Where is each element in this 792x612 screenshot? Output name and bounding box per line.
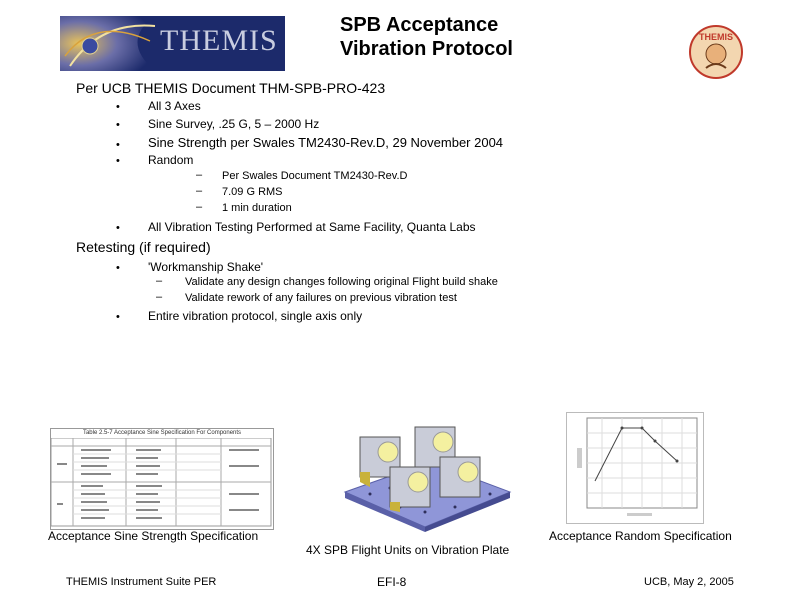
- themis-mascot-logo: [688, 24, 744, 80]
- bullet-random: Random: [148, 153, 194, 167]
- random-sub-duration: 1 min duration: [222, 202, 292, 214]
- dash-marker: –: [156, 275, 163, 287]
- title-line-2: Vibration Protocol: [340, 38, 513, 60]
- dash-marker: –: [196, 185, 203, 197]
- bullet-dot: •: [116, 262, 120, 274]
- logo-wordmark: THEMIS: [160, 24, 278, 57]
- table-title: Table 2.5-7 Acceptance Sine Specification For Components: [82, 430, 242, 436]
- dash-marker: –: [196, 169, 203, 181]
- intro-line: Per UCB THEMIS Document THM-SPB-PRO-423: [76, 80, 386, 96]
- left-figure-caption: Acceptance Sine Strength Specification: [48, 529, 259, 543]
- bullet-dot: •: [116, 119, 120, 131]
- footer-page-number: EFI-8: [377, 575, 407, 589]
- bullet-dot: •: [116, 311, 120, 323]
- bullet-single-axis: Entire vibration protocol, single axis only: [148, 309, 363, 323]
- retesting-heading: Retesting (if required): [76, 239, 211, 255]
- dash-marker: –: [196, 201, 203, 213]
- bullet-sine-survey: Sine Survey, .25 G, 5 – 2000 Hz: [148, 117, 320, 131]
- footer-date: UCB, May 2, 2005: [644, 576, 734, 588]
- retest-sub-rework: Validate rework of any failures on previous vibration test: [185, 292, 457, 304]
- bullet-axes: All 3 Axes: [148, 99, 201, 113]
- random-sub-doc: Per Swales Document TM2430-Rev.D: [222, 170, 408, 182]
- right-figure-caption: Acceptance Random Specification: [549, 529, 732, 543]
- bullet-facility: All Vibration Testing Performed at Same Facility, Quanta Labs: [148, 220, 476, 234]
- vibration-plate-image: [340, 412, 512, 532]
- themis-logo: [60, 16, 285, 71]
- random-sub-rms: 7.09 G RMS: [222, 186, 283, 198]
- dash-marker: –: [156, 291, 163, 303]
- bullet-dot: •: [116, 155, 120, 167]
- center-figure-caption: 4X SPB Flight Units on Vibration Plate: [306, 543, 510, 557]
- title-line-1: SPB Acceptance: [340, 14, 499, 36]
- footer-left: THEMIS Instrument Suite PER: [66, 576, 217, 588]
- retest-sub-design: Validate any design changes following original Flight build shake: [185, 276, 498, 288]
- random-spec-chart-image: [566, 412, 704, 524]
- table-grid-image: [51, 438, 273, 528]
- bullet-dot: •: [116, 101, 120, 113]
- mascot-logo-text: THEMIS: [698, 32, 734, 42]
- bullet-dot: •: [116, 139, 120, 151]
- page-title: [340, 13, 513, 61]
- bullet-dot: •: [116, 222, 120, 234]
- bullet-sine-strength: Sine Strength per Swales TM2430-Rev.D, 29 November 2004: [148, 135, 504, 150]
- sine-spec-table-image: [50, 428, 274, 530]
- bullet-workmanship: 'Workmanship Shake': [148, 260, 264, 274]
